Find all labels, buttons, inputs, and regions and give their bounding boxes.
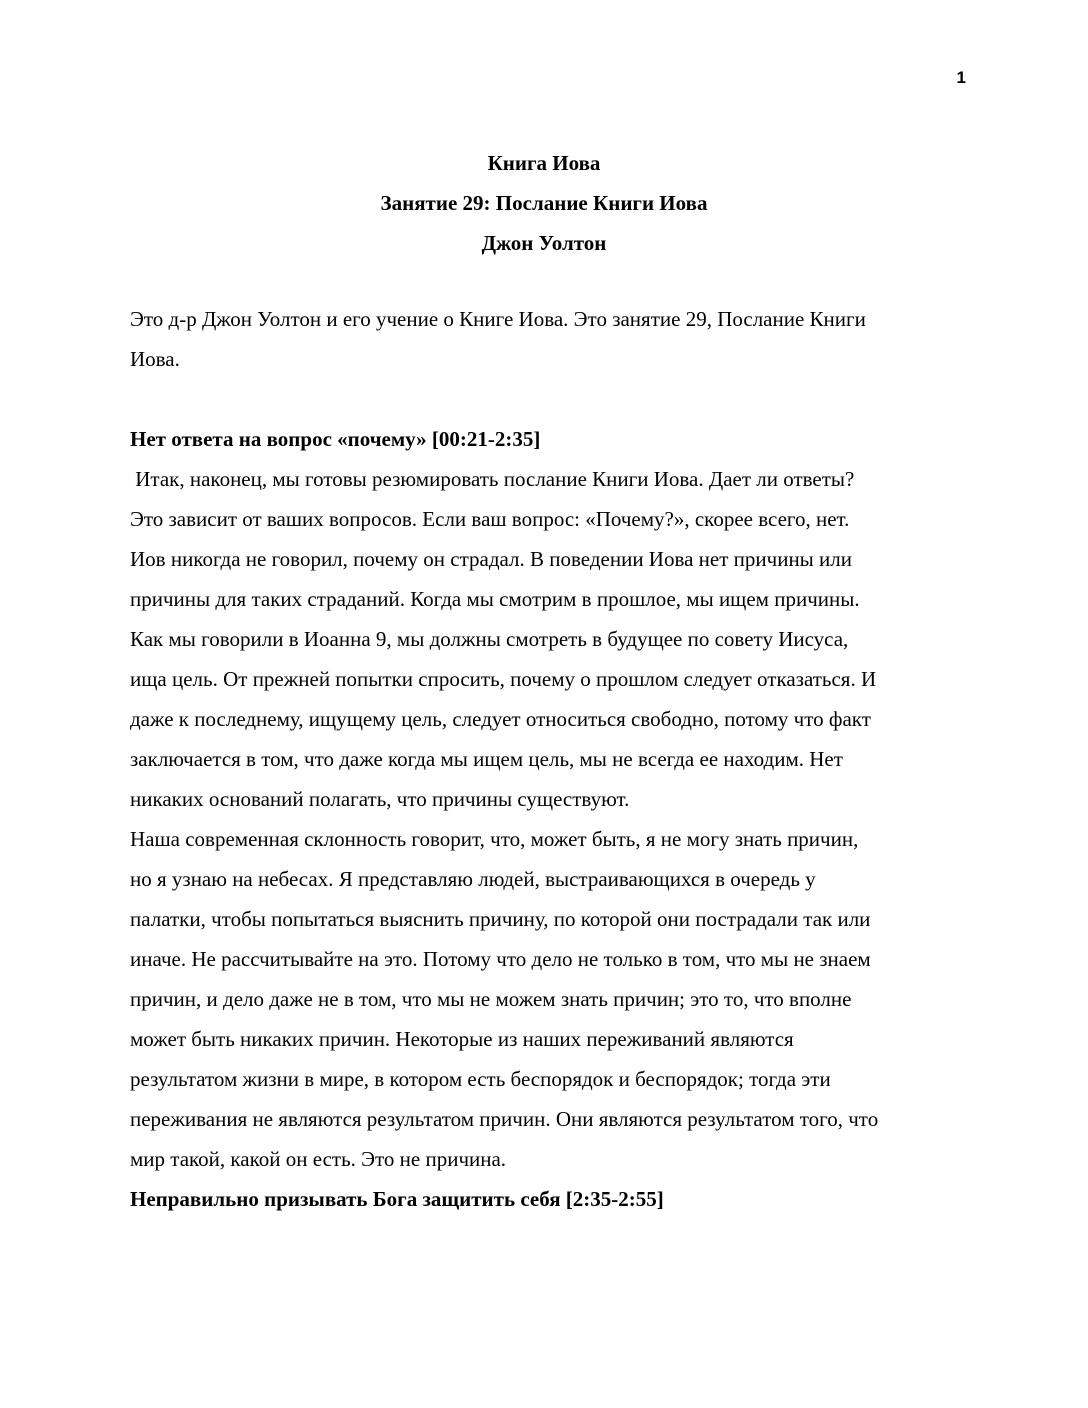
section1-paragraph-1 <box>130 459 975 819</box>
paragraph-line: Наша современная склонность говорит, что, может быть, я не могу знать причин, <box>130 827 859 851</box>
intro-line: Это д-р Джон Уолтон и его учение о Книге Иова. Это занятие 29, Послание Книги <box>130 307 866 331</box>
document-title-block <box>0 143 1088 263</box>
section-heading-defend: Неправильно призывать Бога защитить себя [2:35-2:55] <box>130 1187 664 1211</box>
paragraph-line: ища цель. От прежней попытки спросить, почему о прошлом следует отказаться. И <box>130 667 877 691</box>
paragraph-line: даже к последнему, ищущему цель, следует относиться свободно, потому что факт <box>130 707 871 731</box>
lesson-title: Занятие 29: Послание Книги Иова <box>380 191 708 215</box>
paragraph-line: никаких оснований полагать, что причины существуют. <box>130 787 630 811</box>
paragraph-line: заключается в том, что даже когда мы ищем цель, мы не всегда ее находим. Нет <box>130 747 843 771</box>
paragraph-line: палатки, чтобы попытаться выяснить причину, по которой они пострадали так или <box>130 907 871 931</box>
intro-line: Иова. <box>130 347 180 371</box>
paragraph-line: Это зависит от ваших вопросов. Если ваш вопрос: «Почему?», скорее всего, нет. <box>130 507 850 531</box>
paragraph-line: переживания не являются результатом причин. Они являются результатом того, что <box>130 1107 879 1131</box>
section1-paragraph-2 <box>130 819 975 1179</box>
paragraph-line: Итак, наконец, мы готовы резюмировать послание Книги Иова. Дает ли ответы? <box>130 467 855 491</box>
paragraph-line: может быть никаких причин. Некоторые из наших переживаний являются <box>130 1027 794 1051</box>
paragraph-line: иначе. Не рассчитывайте на это. Потому что дело не только в том, что мы не знаем <box>130 947 871 971</box>
paragraph-line: Иов никогда не говорил, почему он страдал. В поведении Иова нет причины или <box>130 547 852 571</box>
document-body <box>130 299 975 1219</box>
paragraph-gap <box>130 379 975 419</box>
paragraph-line: результатом жизни в мире, в котором есть беспорядок и беспорядок; тогда эти <box>130 1067 831 1091</box>
paragraph-line: причин, и дело даже не в том, что мы не можем знать причин; это то, что вполне <box>130 987 852 1011</box>
paragraph-line: но я узнаю на небесах. Я представляю людей, выстраивающихся в очередь у <box>130 867 816 891</box>
section-heading-no-answer: Нет ответа на вопрос «почему» [00:21-2:35] <box>130 427 541 451</box>
book-title: Книга Иова <box>487 151 601 175</box>
author-name: Джон Уолтон <box>481 231 607 255</box>
paragraph-line: причины для таких страданий. Когда мы смотрим в прошлое, мы ищем причины. <box>130 587 860 611</box>
intro-paragraph <box>130 299 975 379</box>
paragraph-line: мир такой, какой он есть. Это не причина. <box>130 1147 507 1171</box>
page-number: 1 <box>956 68 966 87</box>
paragraph-line: Как мы говорили в Иоанна 9, мы должны смотреть в будущее по совету Иисуса, <box>130 627 849 651</box>
